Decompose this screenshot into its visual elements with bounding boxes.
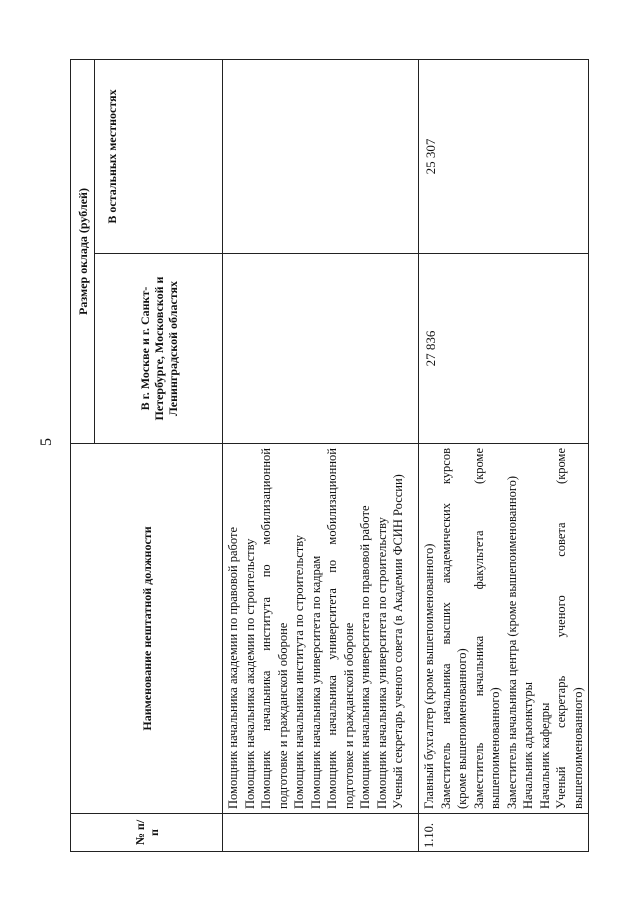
salary-table-wrapper xyxy=(70,60,585,852)
salary-other: 25 307 xyxy=(419,60,589,254)
position-cell xyxy=(223,444,419,814)
position-line: вышепоименованного) xyxy=(570,687,585,809)
position-line: Ученый секретарь ученого совета (в Академии ФСИН России) xyxy=(391,474,405,809)
position-line: Заместитель начальника центра (кроме вышепоименованного) xyxy=(504,475,519,809)
position-line: Помощник начальника академии по строительству xyxy=(242,538,257,809)
header-salary: Размер оклада (рублей) xyxy=(71,60,95,444)
position-line: Помощник начальника института по строительству xyxy=(292,535,306,809)
salary-moscow: 27 836 xyxy=(419,254,589,444)
position-line: Помощник начальника института по мобилизационной xyxy=(259,448,273,809)
position-line: Помощник начальника университета по кадрам xyxy=(308,555,323,809)
position-line: подготовке и гражданской обороне xyxy=(341,622,356,809)
table-row xyxy=(419,60,589,852)
position-line: Помощник начальника университета по строительству xyxy=(374,517,389,809)
position-line: Помощник начальника академии по правовой работе xyxy=(226,526,240,809)
position-line: Помощник начальника университета по мобилизационной xyxy=(325,448,339,809)
position-line: (кроме вышепоименованного) xyxy=(455,648,469,809)
position-line: подготовке и гражданской обороне xyxy=(275,622,290,809)
position-line: Начальник кафедры xyxy=(537,702,552,809)
row-num xyxy=(223,814,419,852)
position-line: вышепоименованного) xyxy=(488,687,502,809)
header-moscow: В г. Москве и г. Санкт-Петербурге, Московской и Ленинградской областях xyxy=(95,254,223,444)
page-number: 5 xyxy=(38,438,55,446)
position-line: Заместитель начальника высших академических курсов xyxy=(438,448,453,809)
salary-other xyxy=(223,60,419,254)
row-num: 1.10. xyxy=(419,814,589,852)
position-cell xyxy=(419,444,589,814)
salary-table xyxy=(70,59,589,852)
position-line: Заместитель начальника факультета (кроме xyxy=(471,448,486,809)
position-line: Ученый секретарь ученого совета (кроме xyxy=(554,448,568,809)
header-position: Наименование нештатной должности xyxy=(71,444,223,814)
position-line: Главный бухгалтер (кроме вышепоименованного) xyxy=(422,543,436,809)
header-other: В остальных местностях xyxy=(95,60,223,254)
table-row xyxy=(223,60,419,852)
position-line: Помощник начальника университета по правовой работе xyxy=(358,505,372,809)
header-num: № п/п xyxy=(71,814,223,852)
salary-moscow xyxy=(223,254,419,444)
position-line: Начальник адъюнктуры xyxy=(521,681,535,809)
